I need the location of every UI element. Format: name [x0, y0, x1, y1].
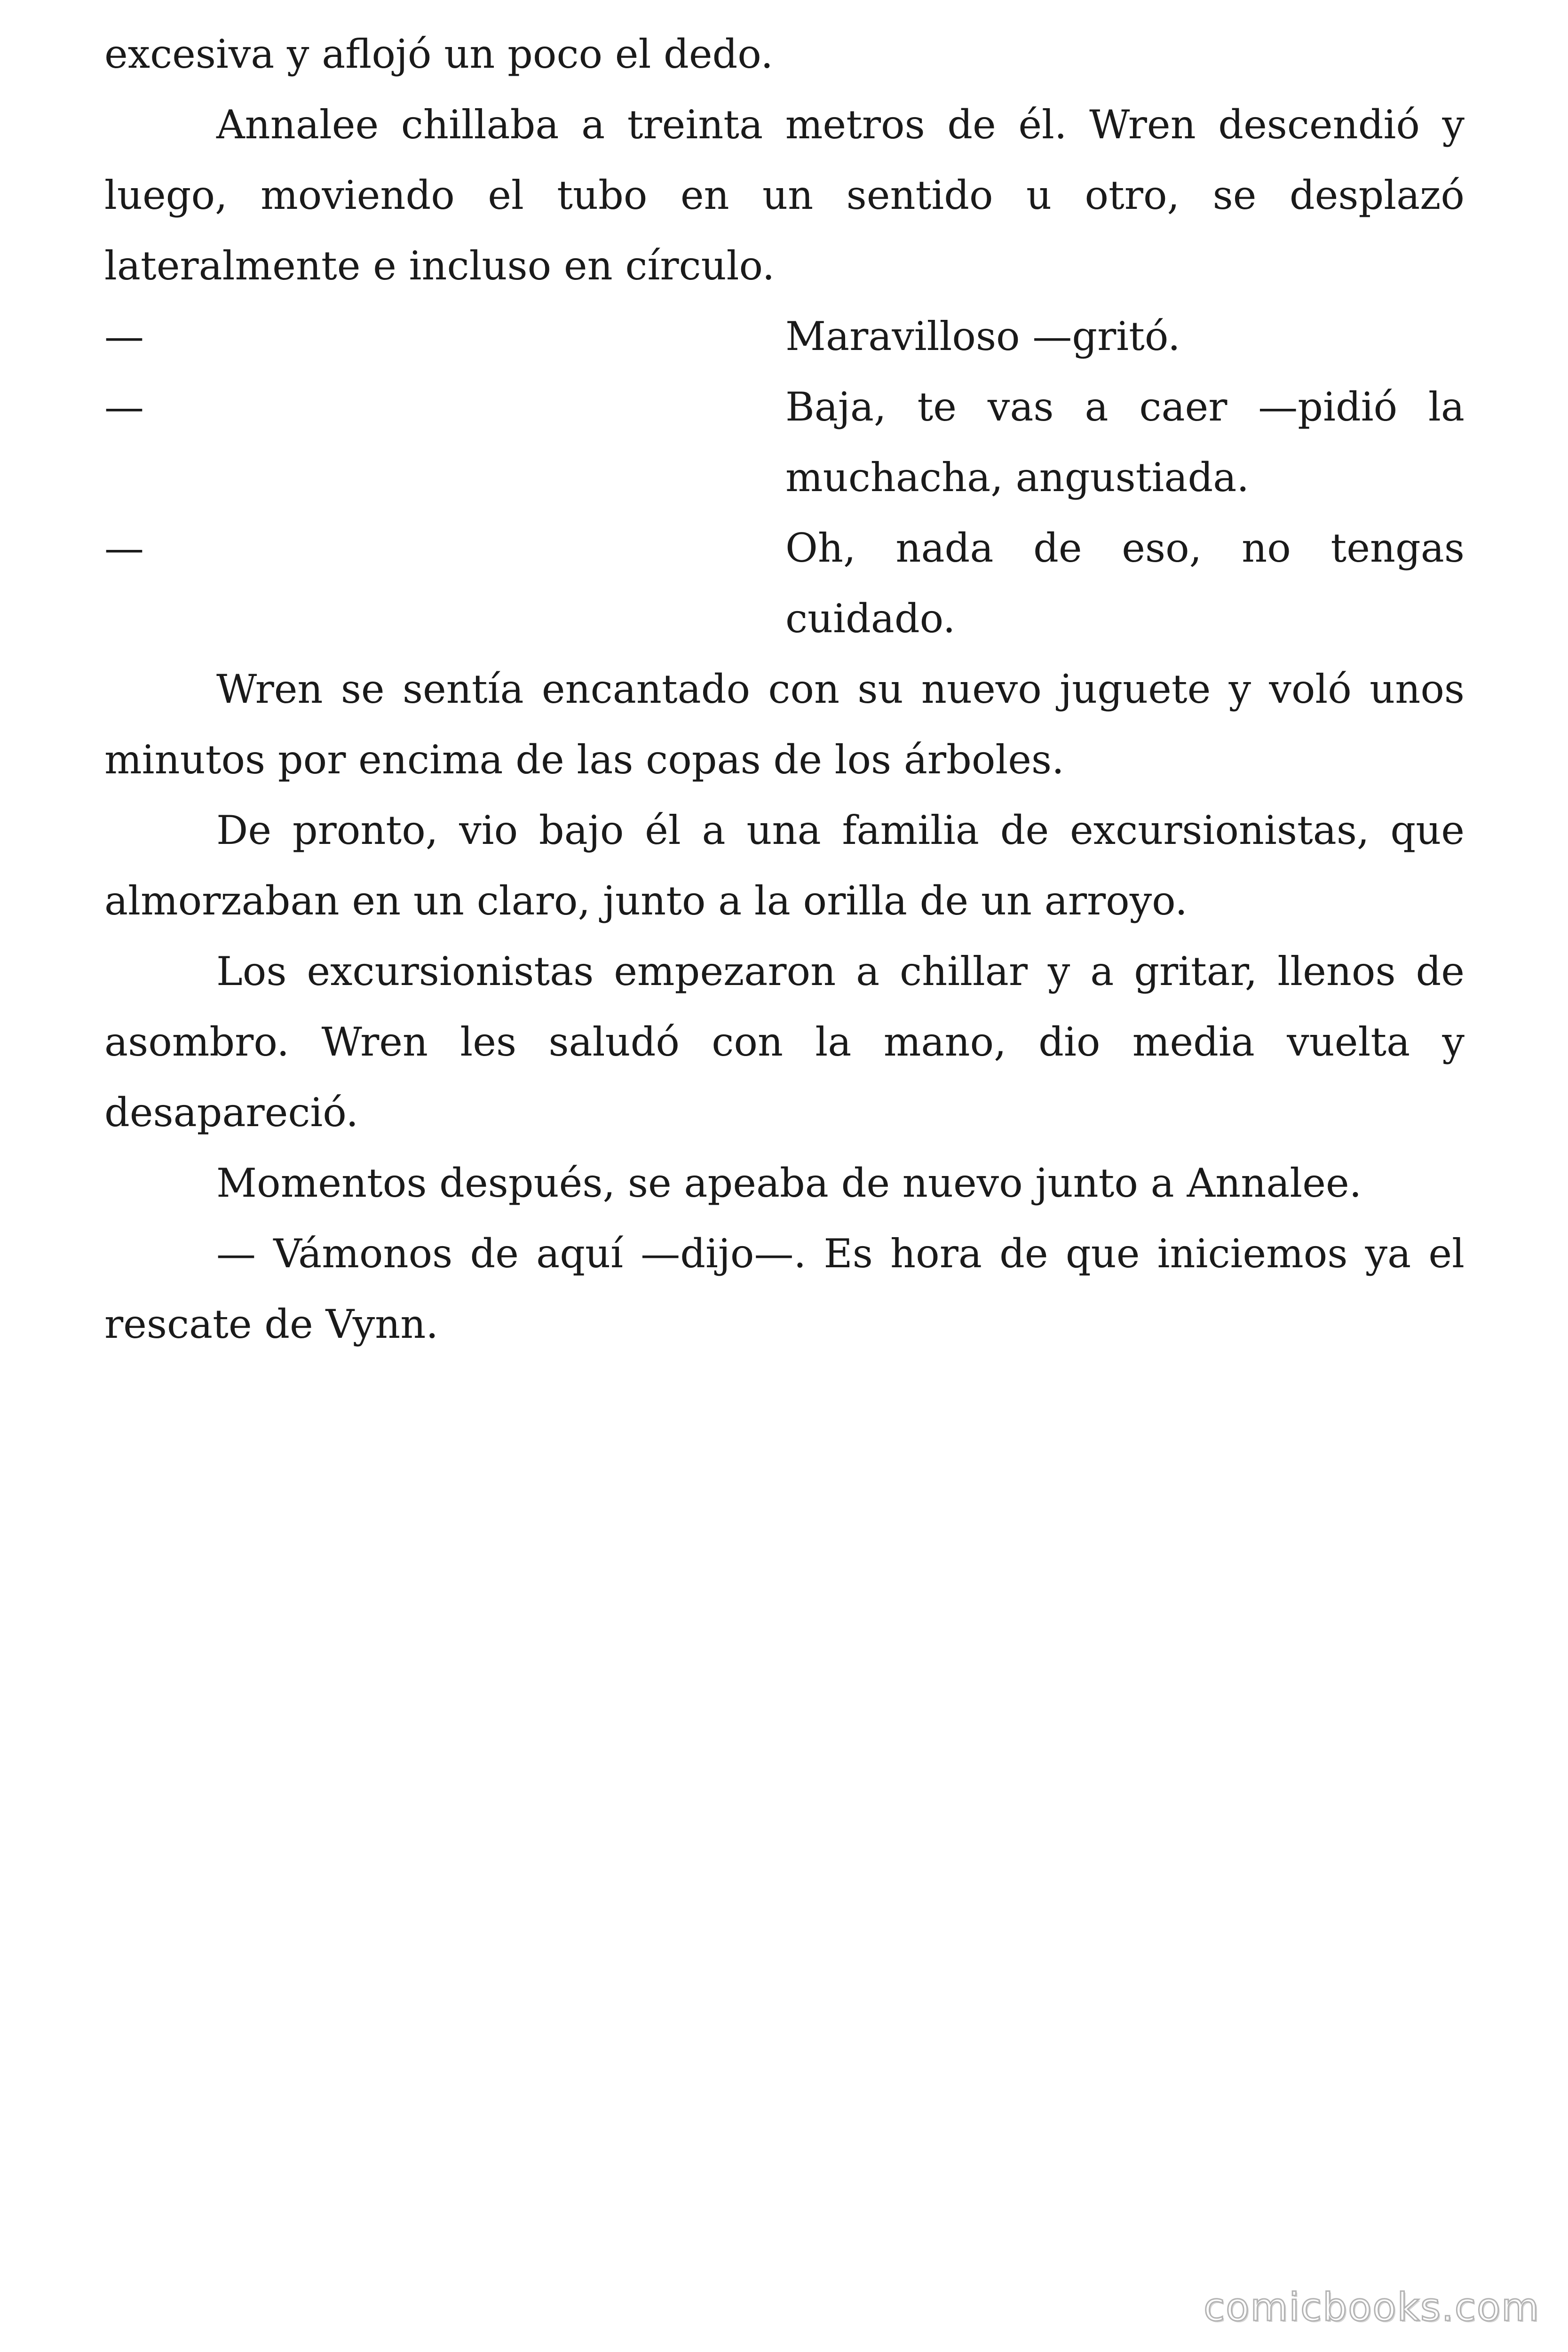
dialogue-dash: —: [104, 525, 144, 571]
paragraph: Los excursionistas empezaron a chillar y a gritar, llenos de asombro. Wren les saludó con la mano, dio media vuelta y desapareció.: [104, 948, 1465, 1136]
paragraph-continuation: excesiva y aflojó un poco el dedo.: [104, 31, 774, 77]
dialogue-text: Oh, nada de eso, no tengas cuidado.: [785, 525, 1465, 642]
paragraph: Momentos después, se apeaba de nuevo junto a Annalee.: [216, 1160, 1362, 1206]
paragraph: De pronto, vio bajo él a una familia de excursionistas, que almorzaban en un claro, junto a la orilla de un arroyo.: [104, 807, 1465, 924]
dialogue-text: Maravilloso —gritó.: [785, 313, 1180, 359]
paragraph: — Vámonos de aquí —dijo—. Es hora de que iniciemos ya el rescate de Vynn.: [104, 1231, 1465, 1347]
dialogue-line: [104, 513, 1465, 654]
page-text: [104, 19, 1465, 1359]
dialogue-dash: —: [104, 384, 144, 430]
paragraph: Wren se sentía encantado con su nuevo juguete y voló unos minutos por encima de las copas de los árboles.: [104, 666, 1465, 783]
dialogue-line: [104, 301, 1465, 372]
dialogue-dash: —: [104, 313, 144, 359]
dialogue-text: Baja, te vas a caer —pidió la muchacha, angustiada.: [785, 384, 1465, 501]
dialogue-line: [104, 372, 1465, 513]
paragraph: Annalee chillaba a treinta metros de él. Wren descendió y luego, moviendo el tubo en un sentido u otro, se desplazó lateralmente e incluso en círculo.: [104, 102, 1465, 289]
watermark: comicbooks.com: [1204, 2285, 1540, 2330]
